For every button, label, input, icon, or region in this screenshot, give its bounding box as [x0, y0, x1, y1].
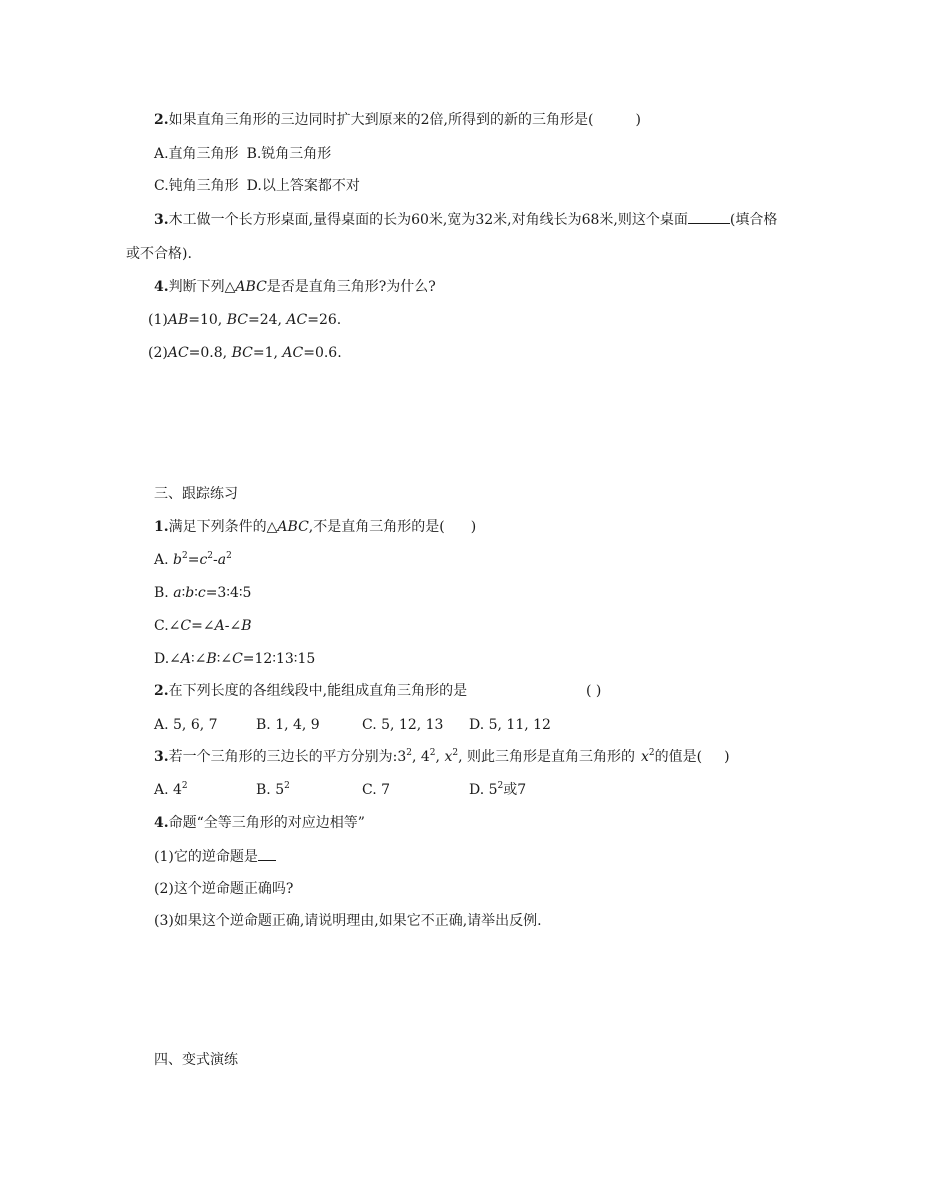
text-part: , 4 [411, 749, 430, 765]
option-b [154, 584, 251, 602]
option-text: A. 4 [154, 782, 182, 798]
q4-part-2 [148, 344, 342, 362]
var-b: b [173, 552, 182, 568]
option-c [154, 617, 251, 635]
equals: = [187, 552, 200, 568]
side-ac-2: AC [282, 345, 304, 361]
question-number: 1. [154, 519, 169, 535]
exponent: 2 [226, 551, 232, 561]
option-d: D.以上答案都不对 [246, 178, 360, 194]
exponent: 2 [429, 748, 436, 758]
var-a: a [173, 585, 182, 601]
exponent: 2 [284, 781, 290, 791]
section-heading: 三、跟踪练习 [154, 486, 238, 502]
value-ac: =0.8, [188, 345, 232, 361]
part-text: (1)它的逆命题是 [154, 849, 258, 865]
question-text-cont: 或不合格). [126, 246, 192, 262]
side-ab: AB [167, 312, 189, 328]
value-ab: =10, [188, 312, 227, 328]
angle-a: A [214, 618, 225, 634]
q2-option-d: D. 5, 11, 12 [469, 717, 551, 733]
answer-blank[interactable] [688, 210, 730, 224]
var-x: x [640, 749, 649, 765]
ratio-sep: ∶∠ [216, 651, 233, 667]
question-text: 若一个三角形的三边长的平方分别为:3 [168, 749, 407, 765]
question-3-line-2 [126, 245, 192, 263]
triangle-name: ABC [277, 519, 309, 535]
exponent: 2 [406, 748, 412, 758]
q3-option-d [469, 781, 526, 799]
q4-part-1 [148, 311, 341, 329]
exponent: 2 [452, 748, 459, 758]
option-label: C.∠ [154, 618, 181, 634]
option-c: C.钝角三角形 [154, 178, 239, 194]
option-a: A.直角三角形 [154, 146, 239, 162]
var-c: c [197, 585, 206, 601]
question-number: 2. [154, 112, 169, 128]
part-label: (2) [148, 345, 168, 361]
question-text: 如果直角三角形的三边同时扩大到原来的2倍,所得到的新的三角形是( [168, 112, 594, 128]
option-label: D.∠ [154, 651, 181, 667]
ratio-sep: ∶ [181, 585, 186, 601]
ratio-sep: ∶ [194, 585, 198, 601]
question-2 [154, 111, 641, 129]
q2-option-b: B. 1, 4, 9 [256, 717, 320, 733]
var-c: c [199, 552, 208, 568]
question-number: 3. [154, 749, 169, 765]
question-text-2: 是否是直角三角形?为什么? [266, 279, 436, 295]
text-part: , [435, 749, 445, 765]
question-text: 判断下列△ [168, 279, 236, 295]
option-a [154, 551, 232, 569]
exponent: 2 [181, 551, 188, 561]
exponent: 2 [648, 748, 655, 758]
angle-c: C [180, 618, 192, 634]
q4-part-3: (3)如果这个逆命题正确,请说明理由,如果它不正确,请举出反例. [154, 913, 542, 929]
var-a: a [217, 552, 227, 568]
part-label: (1) [148, 312, 168, 328]
answer-paren-close: ) [724, 749, 730, 765]
value-ac-2: =0.6. [303, 345, 342, 361]
question-text: 命题“全等三角形的对应边相等” [168, 815, 365, 831]
ratio-sep: ∶∠ [191, 651, 207, 667]
question-4 [154, 278, 436, 296]
question-3 [154, 210, 777, 229]
side-ac: AC [286, 312, 308, 328]
angle-a: A [180, 651, 192, 667]
q3-option-c: C. 7 [362, 782, 391, 798]
tracking-question-3 [154, 748, 730, 766]
q2-option-c: C. 5, 12, 13 [362, 717, 444, 733]
tracking-question-2 [154, 682, 467, 700]
var-x: x [444, 749, 453, 765]
tracking-question-4 [154, 814, 365, 832]
option-label: B. [154, 585, 174, 601]
ratio-values: =3∶4∶5 [205, 585, 252, 601]
tracking-question-1 [154, 518, 476, 536]
minus: - [213, 552, 218, 568]
ratio-values: =12∶13∶15 [242, 651, 316, 667]
value-bc: =1, [252, 345, 283, 361]
answer-blank[interactable] [258, 847, 276, 861]
angle-c: C [232, 651, 243, 667]
option-text: D. 5 [469, 782, 498, 798]
equals: =∠ [191, 618, 215, 634]
option-b: B.锐角三角形 [246, 146, 332, 162]
angle-b: B [206, 651, 217, 667]
exponent: 2 [181, 781, 188, 791]
exponent: 2 [497, 781, 504, 791]
q4-part-2: (2)这个逆命题正确吗? [154, 881, 294, 897]
q4-part-1 [154, 847, 276, 866]
side-ac: AC [167, 345, 189, 361]
question-number: 3. [154, 212, 169, 228]
q2-option-a: A. 5, 6, 7 [154, 717, 218, 733]
question-text: 木工做一个长方形桌面,量得桌面的长为60米,宽为32米,对角线长为68米,则这个桌面 [168, 212, 688, 228]
answer-paren: ( ) [586, 683, 602, 699]
option-text-2: 或7 [503, 782, 527, 798]
text-part: 的值是( [654, 749, 703, 765]
q3-option-a [154, 781, 188, 799]
question-text-2: ,不是直角三角形的是( [308, 519, 445, 535]
q2-options-row-1 [154, 145, 331, 163]
minus: -∠ [224, 618, 242, 634]
question-number: 4. [154, 815, 169, 831]
question-number: 4. [154, 279, 169, 295]
value-ac: =26. [307, 312, 342, 328]
exponent: 2 [207, 551, 214, 561]
question-text: 满足下列条件的△ [168, 519, 278, 535]
question-text-after: (填合格 [729, 212, 778, 228]
option-d [154, 650, 315, 668]
var-b: b [185, 585, 195, 601]
side-bc: BC [231, 345, 253, 361]
q2-options-row-2 [154, 177, 360, 195]
triangle-name: ABC [235, 279, 267, 295]
question-text: 在下列长度的各组线段中,能组成直角三角形的是 [168, 683, 468, 699]
answer-paren-close: ) [470, 519, 477, 535]
value-bc: =24, [247, 312, 287, 328]
option-label: A. [154, 552, 174, 568]
question-number: 2. [154, 683, 169, 699]
answer-paren-close: ) [635, 112, 641, 128]
option-text: B. 5 [256, 782, 285, 798]
angle-b: B [241, 618, 252, 634]
side-bc: BC [226, 312, 248, 328]
section-heading: 四、变式演练 [154, 1052, 238, 1068]
q3-option-b [256, 781, 290, 799]
text-part: , 则此三角形是直角三角形的 [458, 749, 635, 765]
